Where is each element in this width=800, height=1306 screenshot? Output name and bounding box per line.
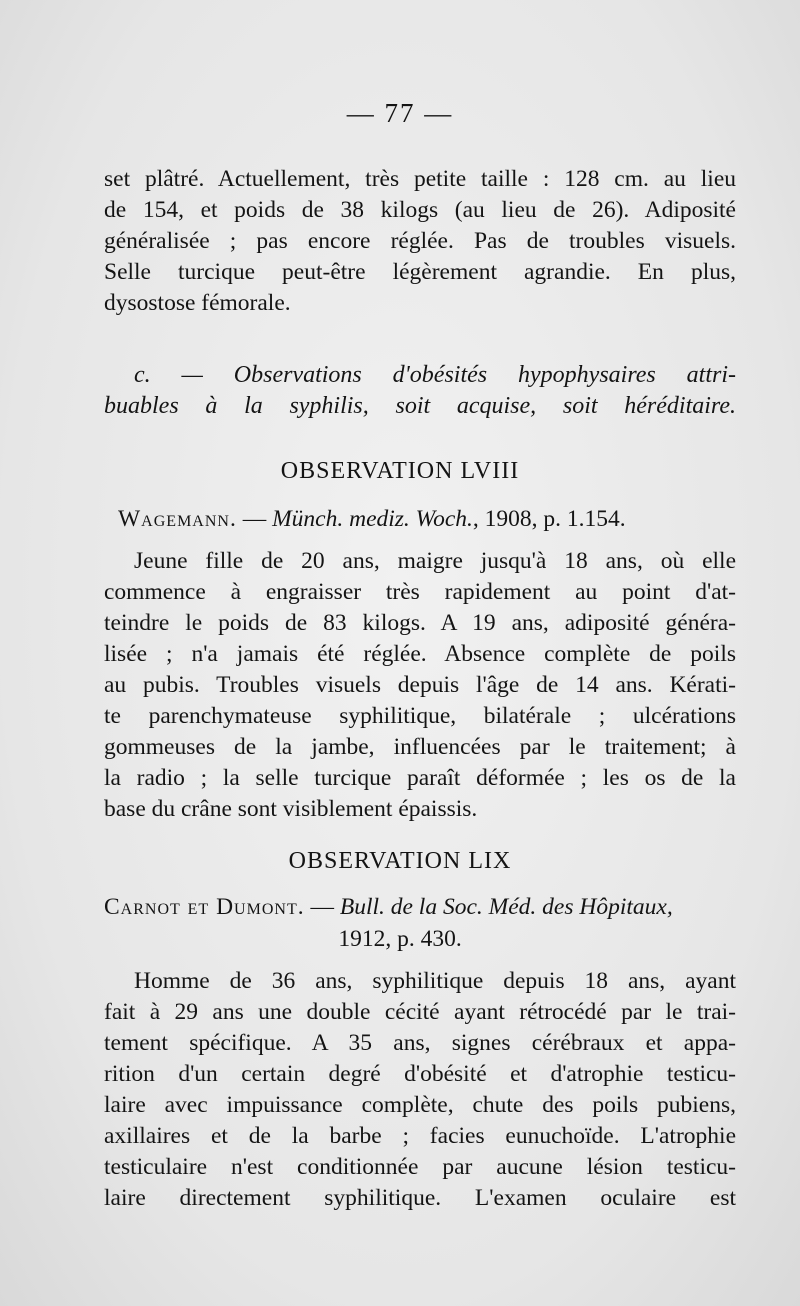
reference-author: Wagemann. [118,506,237,532]
text-line: te parenchymateuse syphilitique, bilatérale ; ulcérations [104,703,736,729]
text-line: axillaires et de la barbe ; facies eunuchoïde. L'atrophie [104,1123,736,1149]
observation-text [104,966,736,1214]
reference-details: , 1908, p. 1.154. [472,506,626,532]
observation-reference: Carnot et Dumont. — Bull. de la Soc. Méd. des Hôpitaux, [104,894,673,920]
text-line: tement spécifique. A 35 ans, signes cérébraux et appa- [104,1030,736,1056]
text-line: lisée ; n'a jamais été réglée. Absence complète de poils [104,641,736,667]
reference-journal: Bull. de la Soc. Méd. des Hôpitaux, [339,894,673,920]
text-line: testiculaire n'est conditionnée par aucune lésion testicu- [104,1154,736,1180]
section-line: c. — Observations d'obésités hypophysaires attri- [134,362,736,388]
observation-reference: Wagemann. — Münch. mediz. Woch., 1908, p. 1.154. [118,506,626,532]
text-line: set plâtré. Actuellement, très petite taille : 128 cm. au lieu [104,166,736,192]
section-line: buables à la syphilis, soit acquise, soit héréditaire. [104,393,736,419]
text-line: teindre le poids de 83 kilogs. A 19 ans, adiposité généra- [104,610,736,636]
text-line: laire directement syphilitique. L'examen oculaire est [104,1185,736,1211]
observation-heading: OBSERVATION LVIII [280,458,520,484]
text-line: laire avec impuissance complète, chute des poils pubiens, [104,1092,736,1118]
text-line: de 154, et poids de 38 kilogs (au lieu de 26). Adiposité [104,197,736,223]
text-line: généralisée ; pas encore réglée. Pas de troubles visuels. [104,228,736,254]
reference-details: 1912, p. 430. [338,926,462,952]
text-line: Homme de 36 ans, syphilitique depuis 18 ans, ayant [134,968,736,994]
text-line: rition d'un certain degré d'obésité et d'atrophie testicu- [104,1061,736,1087]
text-line: base du crâne sont visiblement épaissis. [104,796,478,822]
text-line: commence à engraisser très rapidement au point d'at- [104,579,736,605]
observation-text [104,546,736,825]
text-line: fait à 29 ans une double cécité ayant rétrocédé par le trai- [104,999,736,1025]
observation-heading: OBSERVATION LIX [288,848,512,874]
text-line: Jeune fille de 20 ans, maigre jusqu'à 18 ans, où elle [134,548,736,574]
text-line: au pubis. Troubles visuels depuis l'âge de 14 ans. Kérati- [104,672,736,698]
page-number: — 77 — [346,98,454,128]
reference-journal: Münch. mediz. Woch. [272,506,473,532]
reference-author: Carnot et Dumont. [104,894,305,920]
text-line: Selle turcique peut-être légèrement agrandie. En plus, [104,259,736,285]
section-heading-c [104,360,736,422]
text-line: dysostose fémorale. [104,290,291,316]
text-line: la radio ; la selle turcique paraît déformée ; les os de la [104,765,736,791]
text-line: gommeuses de la jambe, influencées par le traitement; à [104,734,736,760]
paragraph-continuation [104,164,736,319]
